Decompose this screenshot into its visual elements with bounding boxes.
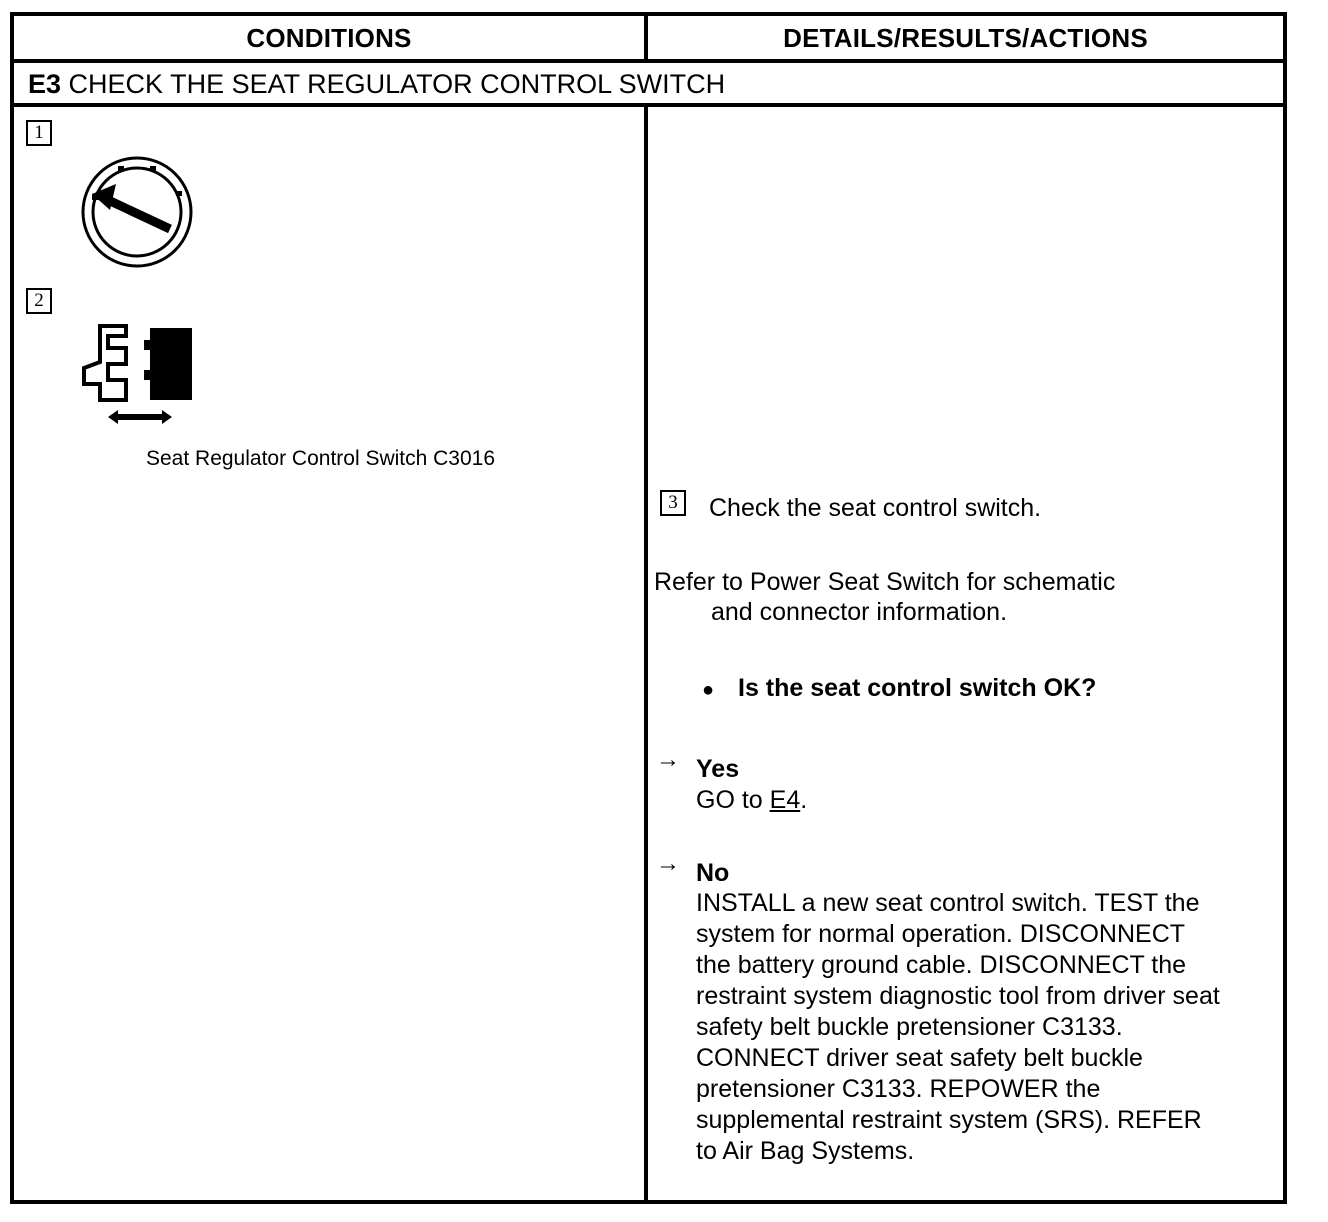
power-seat-switch-link[interactable]: Power Seat Switch	[749, 568, 960, 596]
no-action-line: to Air Bag Systems.	[696, 1137, 915, 1165]
refer-prefix: Refer to	[654, 568, 743, 596]
refer-line-1	[654, 567, 1115, 598]
yes-label: Yes	[696, 755, 740, 783]
refer-line-2: and connector information.	[711, 598, 1008, 626]
no-action-line: restraint system diagnostic tool from driver seat	[696, 982, 1220, 1010]
no-action-line: safety belt buckle pretensioner C3133.	[696, 1013, 1123, 1041]
table-header	[14, 16, 1283, 63]
no-action-line: the battery ground cable. DISCONNECT the	[696, 951, 1187, 979]
bullet-icon: ●	[702, 679, 715, 701]
header-divider	[644, 16, 648, 63]
step-title	[28, 63, 725, 105]
conditions-header: CONDITIONS	[246, 23, 412, 53]
column-divider	[644, 107, 648, 1200]
yes-prefix: GO to	[696, 786, 763, 814]
step-id: E3	[28, 69, 62, 99]
no-action-line: pretensioner C3133. REPOWER the	[696, 1075, 1101, 1103]
no-label: No	[696, 859, 730, 887]
yes-action	[696, 785, 807, 816]
refer-suffix: for schematic	[966, 568, 1116, 596]
no-action-line: supplemental restraint system (SRS). REFER	[696, 1106, 1202, 1134]
no-action-line: system for normal operation. DISCONNECT	[696, 920, 1186, 948]
check-instruction: Check the seat control switch.	[709, 494, 1042, 522]
ignition-switch-icon	[78, 154, 198, 272]
step-title-row	[14, 63, 1283, 107]
step-box-3: 3	[660, 490, 686, 516]
connector-caption: Seat Regulator Control Switch C3016	[146, 447, 496, 470]
no-action-line: CONNECT driver seat safety belt buckle	[696, 1044, 1143, 1072]
no-arrow-icon: →	[656, 850, 680, 877]
step-title-text: CHECK THE SEAT REGULATOR CONTROL SWITCH	[68, 69, 726, 99]
connector-icon	[78, 322, 198, 434]
diagnostic-table	[10, 12, 1287, 1204]
step-box-1: 1	[26, 120, 52, 146]
no-action-line: INSTALL a new seat control switch. TEST the	[696, 889, 1200, 917]
question-text: Is the seat control switch OK?	[738, 674, 1097, 702]
yes-suffix: .	[800, 786, 808, 814]
step-box-2: 2	[26, 288, 52, 314]
yes-arrow-icon: →	[656, 746, 680, 773]
details-header: DETAILS/RESULTS/ACTIONS	[783, 23, 1148, 53]
e4-link[interactable]: E4	[769, 786, 801, 814]
no-action	[696, 888, 1286, 1167]
